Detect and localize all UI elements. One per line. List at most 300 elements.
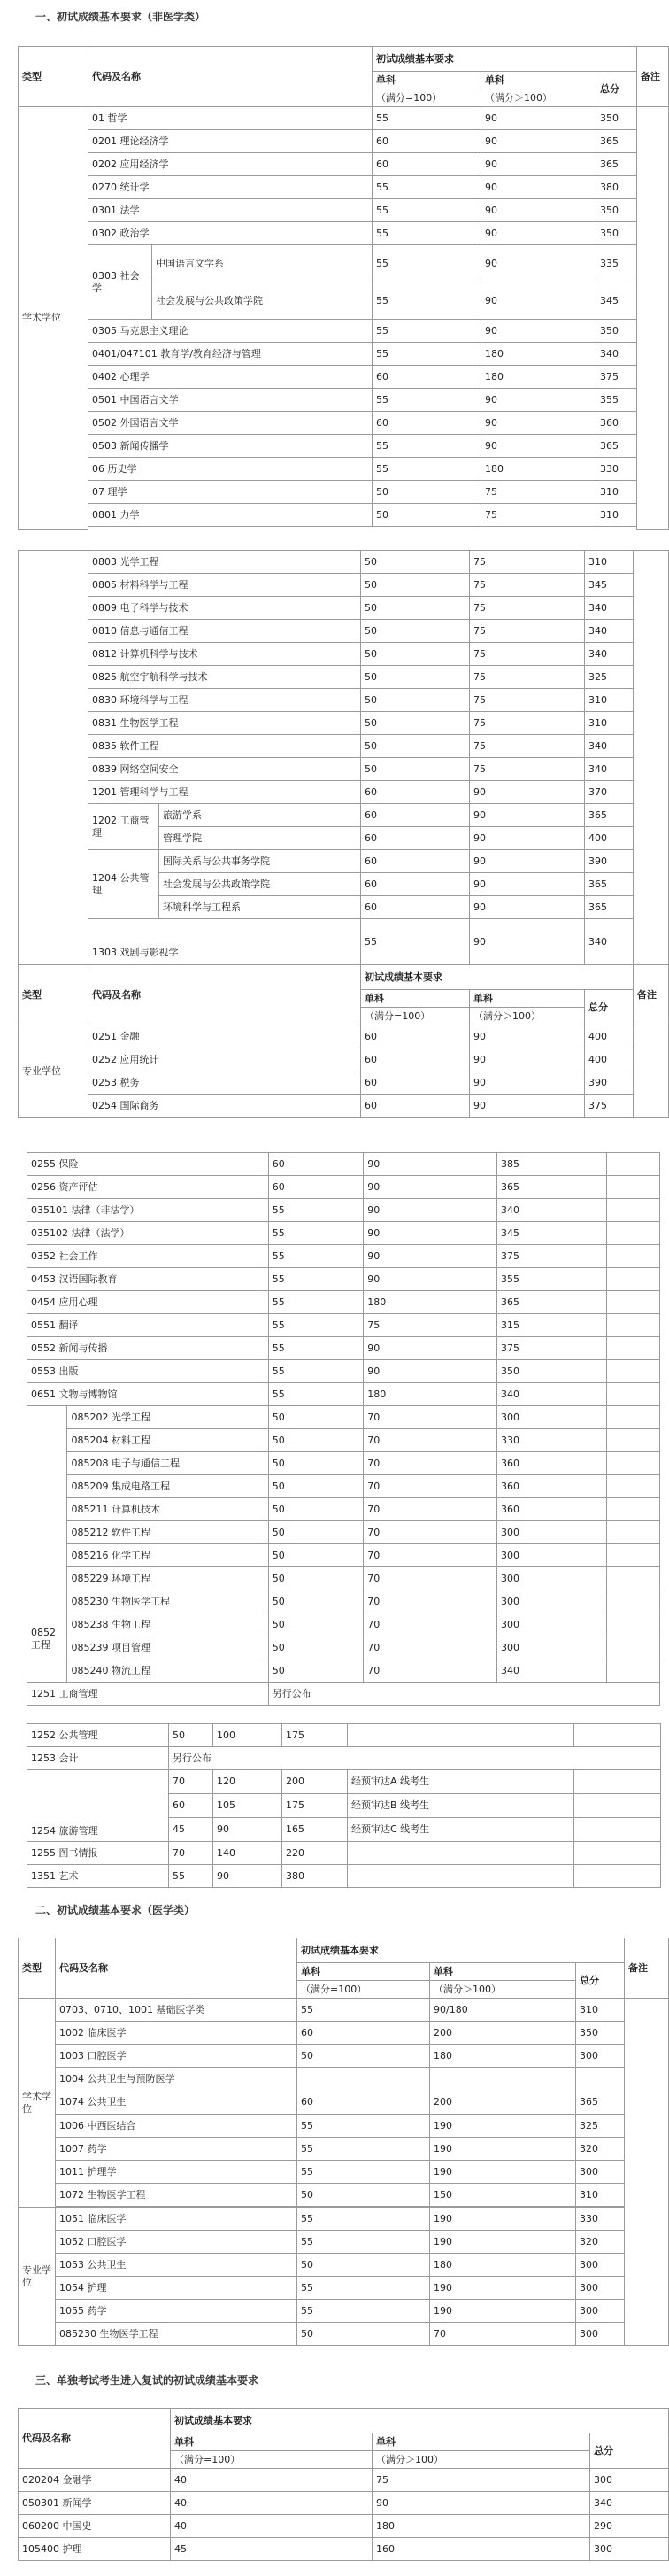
score-total: 355 — [497, 1268, 607, 1291]
header-single-100: 单科 — [361, 990, 470, 1008]
score-single-over100: 70 — [364, 1498, 497, 1521]
sub-unit: 085216 化学工程 — [67, 1544, 268, 1567]
score-single-100: 55 — [268, 1291, 363, 1314]
score-single-100: 55 — [373, 282, 481, 320]
score-total: 310 — [596, 481, 637, 504]
sub-unit: 085202 光学工程 — [67, 1406, 268, 1429]
score-total: 380 — [282, 1865, 348, 1888]
row-code: 0831 生物医学工程 — [88, 712, 361, 735]
score-single-over100: 75 — [470, 597, 585, 620]
score-single-100: 60 — [361, 827, 470, 850]
row-code: 06 历史学 — [88, 458, 373, 481]
remark-cell — [607, 1337, 660, 1360]
score-single-over100: 75 — [364, 1314, 497, 1337]
score-single-100: 55 — [268, 1383, 363, 1406]
score-single-over100: 90 — [481, 389, 596, 412]
score-single-over100: 90 — [364, 1176, 497, 1199]
score-single-100: 50 — [361, 643, 470, 666]
score-total: 300 — [497, 1636, 607, 1659]
score-single-over100: 75 — [481, 504, 596, 527]
table-professional-extra — [27, 1723, 661, 1888]
score-total: 365 — [596, 435, 637, 458]
row-code: 060200 中国史 — [19, 2515, 171, 2538]
table-professional-continued — [27, 1152, 660, 1706]
sub-unit: 085212 软件工程 — [67, 1521, 268, 1544]
score-single-100: 70 — [169, 1842, 213, 1865]
remark-cell — [607, 1636, 660, 1659]
remark-cell — [607, 1268, 660, 1291]
score-total: 390 — [585, 1071, 634, 1095]
score-single-over100: 75 — [470, 551, 585, 574]
row-code: 0812 计算机科学与技术 — [88, 643, 361, 666]
score-single-over100: 100 — [213, 1724, 282, 1747]
score-single-over100: 70 — [364, 1590, 497, 1613]
score-single-100: 55 — [268, 1199, 363, 1222]
header-total: 总分 — [585, 990, 634, 1025]
score-single-100: 60 — [268, 1176, 363, 1199]
score-total: 390 — [585, 850, 634, 873]
score-total: 300 — [497, 1567, 607, 1590]
row-code — [56, 2068, 297, 2115]
score-single-100: 40 — [171, 2515, 373, 2538]
row-code: 1252 公共管理 — [27, 1724, 169, 1747]
announce-later: 另行公布 — [268, 1683, 659, 1706]
remark-cell — [607, 1291, 660, 1314]
category-academic: 学术学位 — [19, 107, 88, 530]
sub-unit: 管理学院 — [159, 827, 361, 850]
sub-unit: 085209 集成电路工程 — [67, 1475, 268, 1498]
score-single-over100: 90 — [364, 1268, 497, 1291]
sub-unit: 中国语言文学系 — [152, 245, 373, 282]
header-single-100: 单科 — [373, 72, 481, 89]
row-code: 0551 翻译 — [27, 1314, 269, 1337]
row-code: 0810 信息与通信工程 — [88, 620, 361, 643]
score-total: 345 — [596, 282, 637, 320]
score-total: 325 — [576, 2115, 625, 2138]
sub-unit: 085208 电子与通信工程 — [67, 1452, 268, 1475]
score-single-over100: 70 — [364, 1544, 497, 1567]
score-total: 310 — [585, 689, 634, 712]
header-code: 代码及名称 — [88, 965, 361, 1025]
score-single-100: 55 — [268, 1314, 363, 1337]
score-total: 330 — [497, 1429, 607, 1452]
header-type: 类型 — [19, 1938, 56, 1999]
row-code: 1251 工商管理 — [27, 1683, 269, 1706]
sub-unit: 社会发展与公共政策学院 — [159, 873, 361, 896]
header-single-over100: 单科 — [481, 72, 596, 89]
score-single-100: 55 — [373, 389, 481, 412]
score-single-over100: 180 — [373, 2515, 590, 2538]
row-code: 1011 护理学 — [56, 2161, 297, 2184]
score-total: 335 — [596, 245, 637, 282]
row-code: 035101 法律（非法学） — [27, 1199, 269, 1222]
score-single-over100: 75 — [470, 666, 585, 689]
row-code: 1052 口腔医学 — [56, 2231, 297, 2254]
sub-unit: 085204 材料工程 — [67, 1429, 268, 1452]
score-total: 330 — [576, 2208, 625, 2231]
score-single-over100: 90 — [470, 919, 585, 965]
score-total: 300 — [590, 2538, 669, 2561]
score-total: 340 — [585, 735, 634, 758]
score-single-over100: 70 — [364, 1567, 497, 1590]
score-total: 360 — [596, 412, 637, 435]
score-total: 375 — [596, 366, 637, 389]
score-single-over100: 75 — [470, 643, 585, 666]
table-nonmedical-continued — [18, 550, 669, 1118]
score-single-over100: 90 — [213, 1865, 282, 1888]
group-code-0852: 0852 工程 — [27, 1406, 67, 1683]
row-code: 0402 心理学 — [88, 366, 373, 389]
score-total: 360 — [497, 1452, 607, 1475]
header-total: 总分 — [590, 2433, 669, 2469]
score-total: 300 — [497, 1544, 607, 1567]
sub-unit: 国际关系与公共事务学院 — [159, 850, 361, 873]
score-single-over100: 90 — [481, 199, 596, 222]
score-single-100: 60 — [361, 896, 470, 919]
score-total: 310 — [585, 551, 634, 574]
row-code: 105400 护理 — [19, 2538, 171, 2561]
score-single-100: 50 — [169, 1724, 213, 1747]
score-total: 360 — [497, 1475, 607, 1498]
score-single-over100: 160 — [373, 2538, 590, 2561]
score-single-over100: 70 — [430, 2323, 576, 2346]
score-total: 400 — [585, 1048, 634, 1071]
score-total: 325 — [585, 666, 634, 689]
header-single-100-note: （满分=100） — [361, 1008, 470, 1025]
header-single-over100-note: （满分＞100） — [430, 1981, 576, 1999]
remark-cell — [607, 1567, 660, 1590]
note-cell: 经预审达C 线考生 — [348, 1818, 574, 1842]
score-single-over100: 75 — [470, 689, 585, 712]
score-single-100: 50 — [373, 481, 481, 504]
score-single-over100: 70 — [364, 1475, 497, 1498]
table-medical — [18, 1938, 669, 2346]
remark-cell — [607, 1383, 660, 1406]
sub-unit: 085238 生物工程 — [67, 1613, 268, 1636]
category-academic-continued — [19, 551, 88, 965]
sub-unit: 085229 环境工程 — [67, 1567, 268, 1590]
score-single-100: 60 — [361, 1071, 470, 1095]
score-total: 350 — [497, 1360, 607, 1383]
header-requirements: 初试成绩基本要求 — [171, 2409, 669, 2433]
row-code: 1255 图书情报 — [27, 1842, 169, 1865]
score-single-over100: 90 — [481, 282, 596, 320]
row-code: 0305 马克思主义理论 — [88, 320, 373, 343]
score-total: 400 — [585, 1025, 634, 1048]
section-heading-nonmedical: 一、初试成绩基本要求（非医学类） — [35, 11, 206, 23]
remark-cell — [634, 551, 669, 965]
category-academic-medical: 学术学位 — [19, 1999, 56, 2208]
score-single-100: 50 — [361, 758, 470, 781]
row-code: 1051 临床医学 — [56, 2208, 297, 2231]
score-total: 380 — [596, 176, 637, 199]
score-single-over100: 180 — [430, 2045, 576, 2068]
row-code: 1072 生物医学工程 — [56, 2184, 297, 2207]
remark-cell — [574, 1770, 661, 1794]
row-code: 0256 资产评估 — [27, 1176, 269, 1199]
score-single-over100: 90 — [213, 1818, 282, 1842]
score-total: 400 — [585, 827, 634, 850]
section-heading-medical: 二、初试成绩基本要求（医学类） — [35, 1904, 196, 1916]
score-single-100: 60 — [361, 804, 470, 827]
remark-cell — [607, 1498, 660, 1521]
score-single-over100: 90 — [373, 2492, 590, 2515]
remark-cell — [607, 1475, 660, 1498]
score-single-over100: 180 — [481, 458, 596, 481]
score-single-over100: 90 — [364, 1245, 497, 1268]
score-total: 310 — [576, 2184, 625, 2207]
score-single-over100: 75 — [481, 481, 596, 504]
score-total: 300 — [576, 2045, 625, 2068]
score-single-over100: 70 — [364, 1452, 497, 1475]
sub-unit: 085211 计算机技术 — [67, 1498, 268, 1521]
score-total: 165 — [282, 1818, 348, 1842]
score-single-100: 50 — [268, 1521, 363, 1544]
score-single-100: 50 — [361, 620, 470, 643]
table-standalone-exam — [18, 2408, 669, 2561]
sub-unit: 085230 生物医学工程 — [67, 1590, 268, 1613]
score-total: 350 — [596, 222, 637, 245]
score-total: 365 — [585, 804, 634, 827]
code-1074: 1074 公共卫生 — [59, 2096, 127, 2108]
sub-unit: 085240 物流工程 — [67, 1659, 268, 1683]
score-single-100: 50 — [361, 712, 470, 735]
score-total: 310 — [576, 1999, 625, 2022]
header-type: 类型 — [19, 965, 88, 1025]
category-professional: 专业学位 — [19, 1025, 88, 1118]
score-single-100: 55 — [373, 199, 481, 222]
score-total: 340 — [497, 1199, 607, 1222]
score-single-100: 55 — [373, 245, 481, 282]
score-single-over100: 190 — [430, 2300, 576, 2323]
score-single-100: 40 — [171, 2469, 373, 2492]
score-single-100: 50 — [297, 2323, 430, 2346]
score-single-over100: 190 — [430, 2138, 576, 2161]
score-single-100: 60 — [373, 366, 481, 389]
score-single-100: 50 — [361, 551, 470, 574]
score-total: 340 — [585, 919, 634, 965]
row-code: 0501 中国语言文学 — [88, 389, 373, 412]
score-single-over100: 70 — [364, 1613, 497, 1636]
score-single-100: 60 — [373, 130, 481, 153]
remark-cell — [607, 1153, 660, 1176]
score-single-100: 60 — [361, 1048, 470, 1071]
score-single-over100: 180 — [481, 343, 596, 366]
remark-cell — [574, 1865, 661, 1888]
row-code: 1003 口腔医学 — [56, 2045, 297, 2068]
row-code: 1053 公共卫生 — [56, 2254, 297, 2277]
score-single-over100: 90 — [481, 412, 596, 435]
score-single-over100: 190 — [430, 2161, 576, 2184]
group-code-1254: 1254 旅游管理 — [27, 1770, 169, 1842]
row-code: 0805 材料科学与工程 — [88, 574, 361, 597]
remark-cell — [607, 1590, 660, 1613]
score-total: 360 — [497, 1498, 607, 1521]
row-code: 035102 法律（法学） — [27, 1222, 269, 1245]
score-total: 300 — [590, 2469, 669, 2492]
score-total: 385 — [497, 1153, 607, 1176]
group-code-1204: 1204 公共管理 — [88, 850, 159, 919]
score-single-over100: 90 — [481, 176, 596, 199]
note-cell: 经预审达A 线考生 — [348, 1770, 574, 1794]
score-single-100: 50 — [361, 597, 470, 620]
row-code: 1055 药学 — [56, 2300, 297, 2323]
score-single-over100: 90 — [470, 1071, 585, 1095]
score-single-over100: 90 — [481, 107, 596, 130]
score-single-over100: 90 — [481, 435, 596, 458]
announce-later: 另行公布 — [169, 1747, 661, 1770]
score-single-100: 55 — [373, 435, 481, 458]
score-single-100: 50 — [268, 1613, 363, 1636]
row-code: 0503 新闻传播学 — [88, 435, 373, 458]
row-code: 0251 金融 — [88, 1025, 361, 1048]
score-single-100: 55 — [373, 107, 481, 130]
score-single-100: 40 — [171, 2492, 373, 2515]
score-single-over100: 90 — [470, 850, 585, 873]
row-code: 1253 会计 — [27, 1747, 169, 1770]
score-total: 300 — [576, 2300, 625, 2323]
score-single-100: 55 — [361, 919, 470, 965]
header-single-over100-note: （满分＞100） — [470, 1008, 585, 1025]
score-single-over100: 90 — [470, 804, 585, 827]
score-single-100: 55 — [268, 1245, 363, 1268]
row-code: 0803 光学工程 — [88, 551, 361, 574]
group-code-0303: 0303 社会学 — [88, 245, 152, 320]
score-single-100: 50 — [268, 1659, 363, 1683]
score-single-over100: 75 — [470, 758, 585, 781]
score-total: 375 — [497, 1245, 607, 1268]
score-total: 370 — [585, 781, 634, 804]
score-single-100: 60 — [361, 1095, 470, 1118]
row-code: 1054 护理 — [56, 2277, 297, 2300]
score-single-100: 55 — [297, 2138, 430, 2161]
score-single-over100: 180 — [364, 1291, 497, 1314]
header-single-100-note: （满分=100） — [373, 89, 481, 107]
row-code: 0255 保险 — [27, 1153, 269, 1176]
score-total: 310 — [596, 504, 637, 527]
row-code: 0401/047101 教育学/教育经济与管理 — [88, 343, 373, 366]
score-single-over100: 90/180 — [430, 1999, 576, 2022]
score-single-100: 55 — [373, 320, 481, 343]
row-code: 0825 航空宇航科学与技术 — [88, 666, 361, 689]
header-single-100-note: （满分=100） — [297, 1981, 430, 1999]
score-single-over100: 200 — [430, 2068, 576, 2115]
score-total: 340 — [585, 643, 634, 666]
score-single-100: 55 — [268, 1222, 363, 1245]
score-single-over100: 90 — [364, 1153, 497, 1176]
row-code: 0254 国际商务 — [88, 1095, 361, 1118]
score-single-100: 50 — [268, 1636, 363, 1659]
score-single-100: 60 — [297, 2022, 430, 2045]
score-single-100: 50 — [268, 1544, 363, 1567]
score-total: 320 — [576, 2231, 625, 2254]
score-single-100: 45 — [171, 2538, 373, 2561]
score-single-over100: 200 — [430, 2022, 576, 2045]
row-code: 0839 网络空间安全 — [88, 758, 361, 781]
row-code: 0553 出版 — [27, 1360, 269, 1383]
score-single-over100: 70 — [364, 1521, 497, 1544]
remark-cell — [607, 1544, 660, 1567]
score-single-over100: 190 — [430, 2231, 576, 2254]
score-single-100: 50 — [373, 504, 481, 527]
note-cell: 经预审达B 线考生 — [348, 1794, 574, 1818]
score-total: 310 — [585, 712, 634, 735]
score-single-over100: 90 — [481, 245, 596, 282]
row-code: 0801 力学 — [88, 504, 373, 527]
score-single-100: 55 — [297, 2208, 430, 2231]
row-code: 0835 软件工程 — [88, 735, 361, 758]
score-single-over100: 90 — [470, 781, 585, 804]
row-code: 050301 新闻学 — [19, 2492, 171, 2515]
score-single-100: 50 — [297, 2045, 430, 2068]
score-total: 365 — [596, 153, 637, 176]
score-total: 375 — [585, 1095, 634, 1118]
score-single-over100: 150 — [430, 2184, 576, 2207]
row-code: 0201 理论经济学 — [88, 130, 373, 153]
row-code: 1303 戏剧与影视学 — [88, 919, 361, 965]
score-total: 365 — [585, 873, 634, 896]
sub-unit: 旅游学系 — [159, 804, 361, 827]
score-total: 340 — [585, 758, 634, 781]
header-requirements: 初试成绩基本要求 — [373, 47, 637, 72]
score-single-100: 60 — [361, 873, 470, 896]
score-single-over100: 90 — [481, 153, 596, 176]
score-single-over100: 90 — [481, 130, 596, 153]
score-single-100: 55 — [373, 458, 481, 481]
score-single-100: 50 — [361, 689, 470, 712]
header-single-over100: 单科 — [373, 2433, 590, 2451]
score-single-over100: 70 — [364, 1636, 497, 1659]
score-single-100: 60 — [361, 850, 470, 873]
remark-cell — [607, 1613, 660, 1636]
header-single-100: 单科 — [297, 1963, 430, 1981]
row-code: 0301 法学 — [88, 199, 373, 222]
remark-cell — [607, 1199, 660, 1222]
score-single-over100: 90 — [470, 1048, 585, 1071]
score-single-over100: 180 — [481, 366, 596, 389]
remark-cell — [574, 1818, 661, 1842]
score-total: 350 — [596, 199, 637, 222]
score-single-over100: 90 — [470, 1095, 585, 1118]
score-single-100: 50 — [361, 574, 470, 597]
header-total: 总分 — [576, 1963, 625, 1999]
header-code: 代码及名称 — [19, 2409, 171, 2469]
score-total: 340 — [585, 620, 634, 643]
score-single-100: 60 — [169, 1794, 213, 1818]
score-single-over100: 75 — [470, 574, 585, 597]
score-single-100: 55 — [297, 1999, 430, 2022]
score-single-100: 60 — [268, 1153, 363, 1176]
row-code: 085230 生物医学工程 — [56, 2323, 297, 2346]
score-single-over100: 90 — [364, 1222, 497, 1245]
score-total: 350 — [596, 107, 637, 130]
row-code: 1006 中西医结合 — [56, 2115, 297, 2138]
remark-cell — [607, 1406, 660, 1429]
row-code: 0453 汉语国际教育 — [27, 1268, 269, 1291]
score-single-over100: 90 — [364, 1360, 497, 1383]
remark-cell — [574, 1724, 661, 1747]
score-total: 200 — [282, 1770, 348, 1794]
score-total: 355 — [596, 389, 637, 412]
remark-cell — [607, 1452, 660, 1475]
score-total: 330 — [596, 458, 637, 481]
score-total: 345 — [497, 1222, 607, 1245]
score-total: 365 — [585, 896, 634, 919]
row-code: 0830 环境科学与工程 — [88, 689, 361, 712]
header-remark: 备注 — [634, 965, 669, 1025]
remark-cell — [634, 1025, 669, 1118]
remark-cell — [607, 1429, 660, 1452]
